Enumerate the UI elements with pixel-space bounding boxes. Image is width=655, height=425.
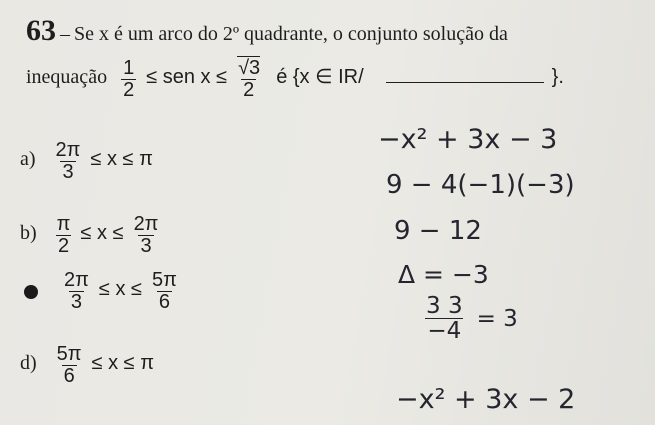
fraction-numerator: 5π	[56, 343, 82, 365]
fraction-numerator: π	[56, 213, 71, 235]
handwritten-delta: Δ = −3	[398, 260, 489, 289]
option-fraction-left	[55, 344, 84, 387]
handwritten-subtraction: 9 − 12	[394, 216, 482, 246]
fraction-denominator: 3	[62, 161, 74, 183]
answer-blank-line	[386, 66, 544, 83]
option-label: d)	[20, 352, 37, 375]
inequation-middle: ≤ sen x ≤	[146, 66, 228, 89]
handwritten-equation-1: −x² + 3x − 3	[378, 124, 558, 155]
option-inequality: ≤ x ≤	[98, 278, 142, 301]
handwritten-equation-2: −x² + 3x − 2	[396, 384, 576, 415]
question-text-prefix: inequação	[26, 66, 108, 89]
fraction-numerator: 1	[123, 57, 135, 79]
fraction-numerator: 2π	[133, 213, 159, 235]
fraction-numerator: 2π	[64, 269, 89, 291]
option-fraction-right	[150, 270, 179, 313]
handwritten-denominator: −4	[427, 318, 462, 345]
fraction-numerator	[235, 58, 262, 79]
option-label: b)	[20, 222, 37, 245]
fraction-denominator: 3	[140, 235, 152, 257]
option-inequality: ≤ x ≤	[80, 222, 124, 245]
fraction-denominator: 6	[158, 291, 171, 313]
option-c[interactable]	[24, 270, 179, 313]
solution-set-close: }.	[551, 66, 564, 89]
sqrt-three: √3	[238, 57, 261, 79]
fraction-denominator: 3	[70, 291, 83, 313]
option-inequality: ≤ x ≤ π	[91, 352, 155, 375]
fraction-denominator: 2	[243, 79, 255, 101]
option-inequality: ≤ x ≤ π	[90, 148, 153, 171]
question-header	[26, 14, 508, 48]
option-label: a)	[20, 148, 36, 171]
question-number: 63	[26, 14, 56, 47]
fraction-denominator: 2	[58, 235, 70, 257]
selected-answer-mark-icon	[24, 285, 38, 299]
handwritten-discriminant-expansion: 9 − 4(−1)(−3)	[386, 170, 575, 200]
fraction-denominator: 6	[63, 365, 75, 387]
handwritten-fraction-work	[424, 294, 518, 343]
option-fraction-left	[55, 214, 73, 257]
handwritten-numerator: 3 3	[426, 293, 463, 319]
solution-set-open: é {x ∈ IR/	[276, 66, 364, 89]
fraction-denominator: 2	[123, 79, 135, 101]
option-d[interactable]	[20, 344, 154, 387]
option-b[interactable]	[20, 214, 160, 257]
option-fraction-left	[62, 270, 91, 313]
fraction-numerator: 5π	[152, 269, 177, 291]
option-fraction-right	[132, 214, 161, 257]
inequation-fraction-right	[235, 58, 262, 101]
fraction-numerator: 2π	[55, 139, 81, 161]
question-text-line1: Se x é um arco do 2º quadrante, o conjunto solução da	[74, 23, 508, 45]
option-fraction-left	[54, 140, 83, 183]
handwritten-fraction	[424, 294, 465, 343]
option-a[interactable]	[20, 140, 153, 183]
handwritten-result: = 3	[476, 305, 518, 332]
question-dash: –	[60, 23, 70, 45]
inequation-fraction-left	[121, 58, 136, 101]
question-line2	[26, 58, 564, 101]
